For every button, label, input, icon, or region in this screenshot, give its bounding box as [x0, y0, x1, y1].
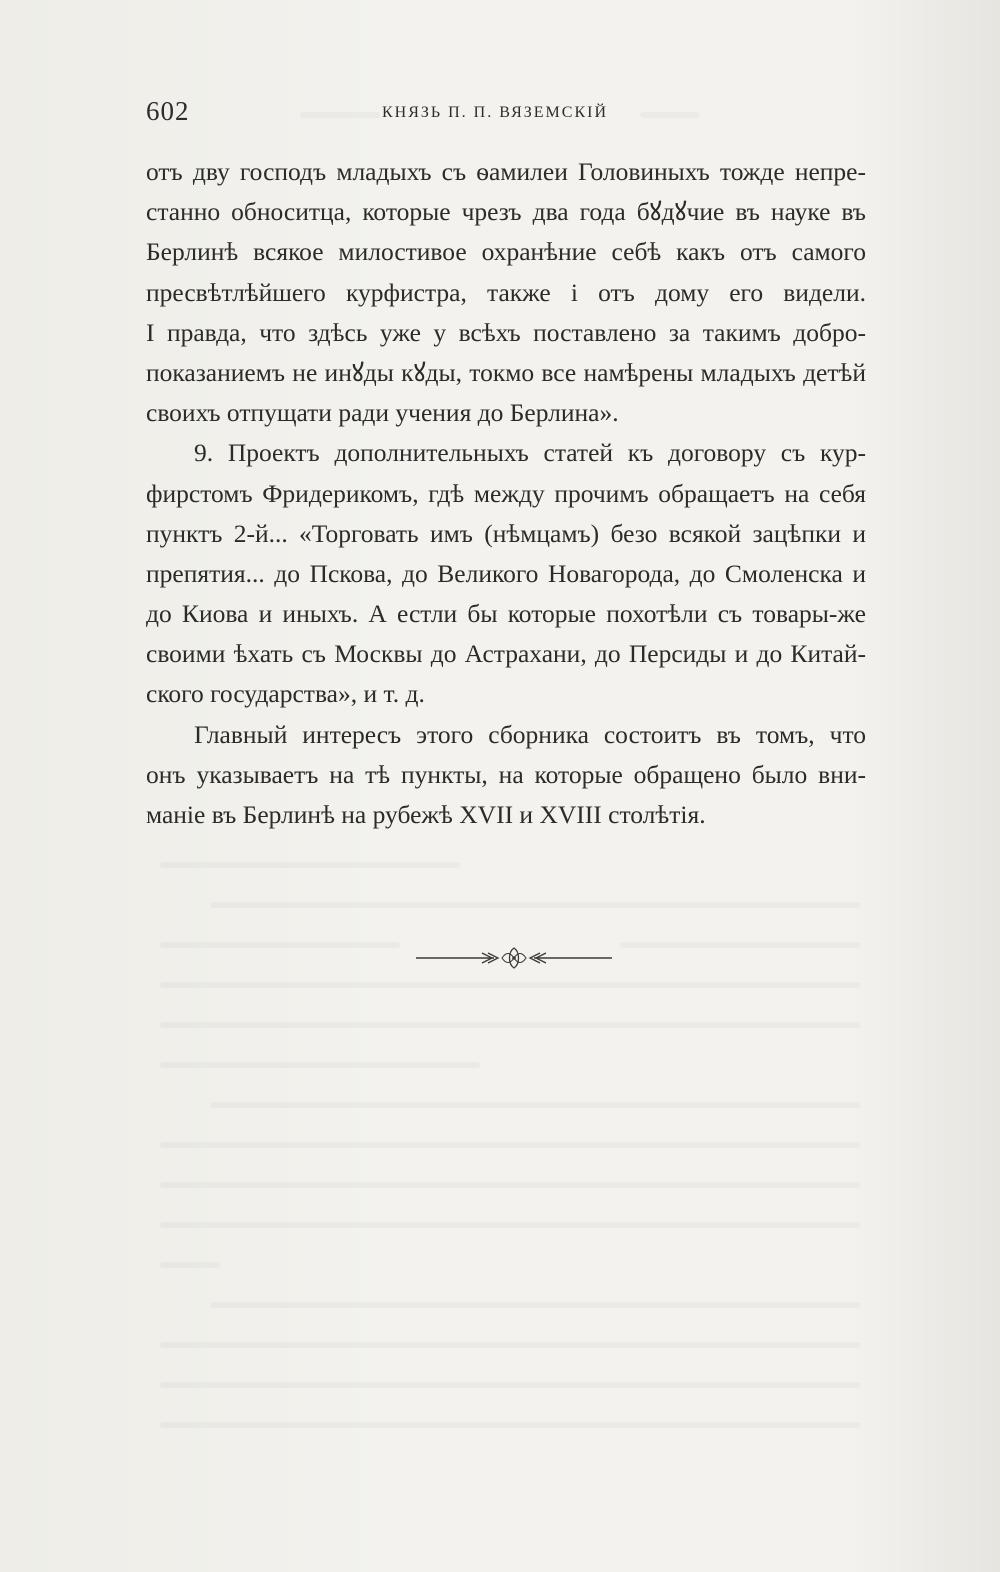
text-line: пресвѣтлѣйшего курфистра, также і отъ дому его видели. [146, 277, 866, 307]
text-line: своихъ отпущати ради учения до Берлина». [146, 398, 619, 428]
paragraph-conclusion [146, 715, 866, 836]
text-line: пунктъ 2-й... «Торговать имъ (нѣмцамъ) безо всякой зацѣпки и [146, 518, 866, 548]
page-number: 602 [146, 96, 190, 126]
text-line: своими ѣхать съ Москвы до Астрахани, до Персиды и до Китай- [146, 639, 866, 669]
page-header [146, 96, 866, 136]
running-title: КНЯЗЬ П. П. ВЯЗЕМСКІЙ [382, 104, 608, 121]
text-line: фирстомъ Фридерикомъ, гдѣ между прочимъ обращаетъ на себя [146, 478, 866, 508]
text-line: до Киова и иныхъ. А естли бы которые похотѣли съ товары-же [146, 599, 866, 629]
text-line: онъ указываетъ на тѣ пункты, на которые обращено было вни- [146, 759, 866, 789]
text-line: Главный интересъ этого сборника состоитъ въ томъ, что [194, 719, 866, 749]
text-line: станно обноситца, которые чрезъ два года бꙋдꙋчие въ науке въ [146, 197, 866, 227]
text-line: препятия... до Пскова, до Великого Новагорода, до Смоленска и [146, 558, 866, 588]
text-line: ского государства», и т. д. [146, 679, 425, 709]
text-line: Берлинѣ всякое милостивое охранѣние себѣ какъ отъ самого [146, 237, 866, 267]
text-line: манiе въ Берлинѣ на рубежѣ XVII и XVIII столѣтiя. [146, 800, 706, 829]
decorative-rule-icon [416, 944, 612, 972]
paragraph-quote-continuation [146, 152, 866, 433]
text-line: показаниемъ не инꙋды кꙋды, токмо все намѣрены младыхъ детѣй [146, 357, 866, 387]
text-line: отъ дву господъ младыхъ съ ѳамилеи Головиныхъ тожде непре- [146, 157, 866, 186]
text-line: І правда, что здѣсь уже у всѣхъ поставлено за такимъ добро- [146, 317, 866, 347]
main-text [146, 152, 866, 835]
text-line: 9. Проектъ дополнительныхъ статей къ договору съ кур- [194, 438, 866, 468]
paragraph-item-9 [146, 433, 866, 714]
